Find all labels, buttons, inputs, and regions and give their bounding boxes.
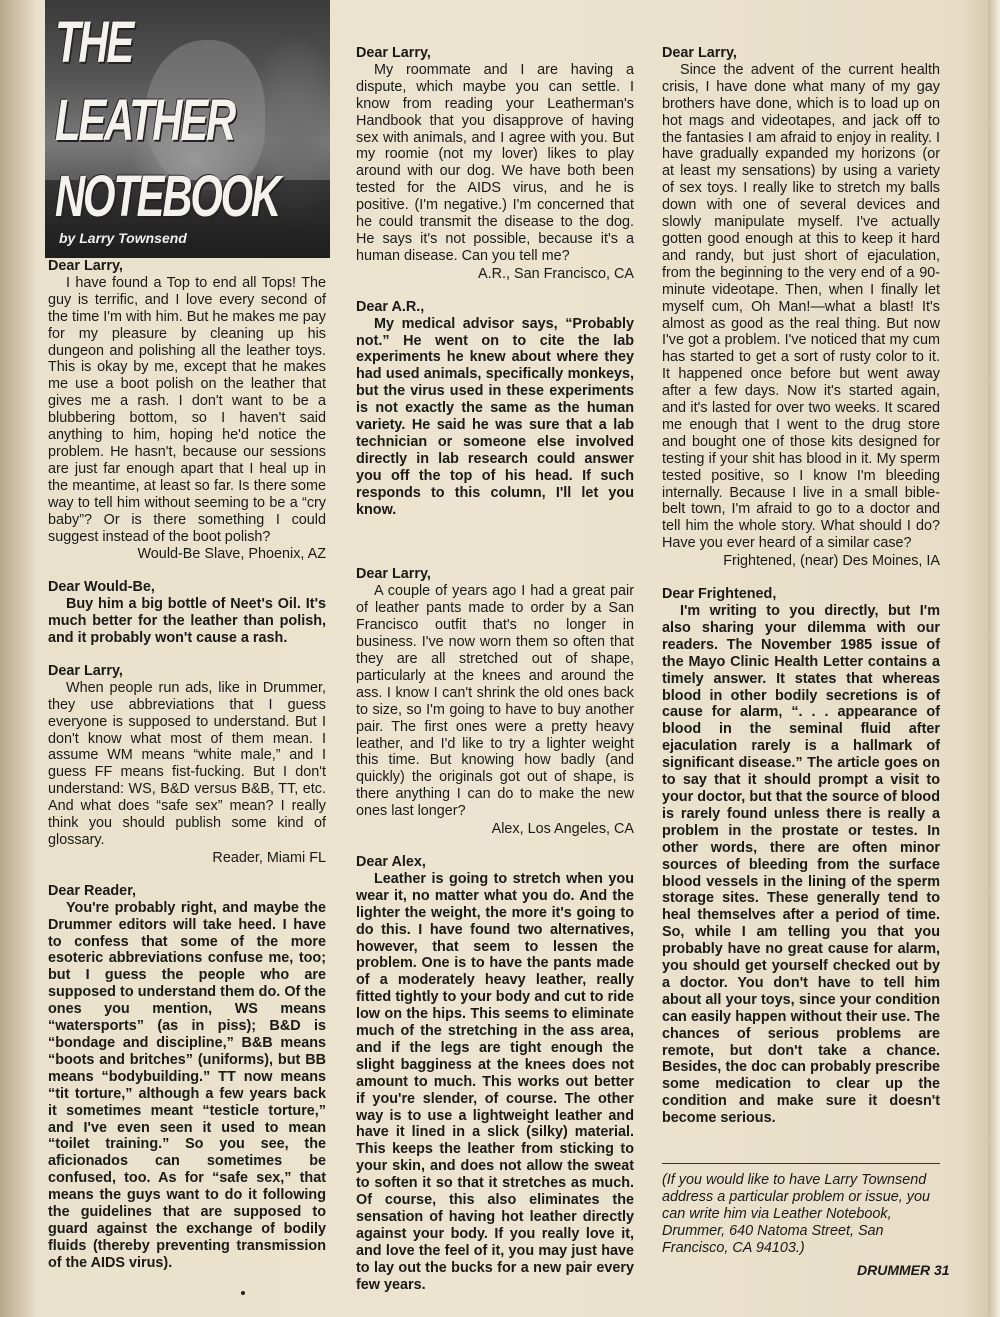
letter-3-text: My roommate and I are having a dispute, which maybe you can settle. I know from reading your Leatherman's Handbook that you disapprove of having sex with animals, and I agree with you. But my roomie (not my lover) likes to play around with our dog. We have both been tested for the AIDS virus, and he is positive. (I'm negative.) I'm concerned that he could transmit the disease to the dog. He says it's not possible, because it's a human disease. Can you tell me? — [356, 61, 634, 264]
letter-1-signature: Would-Be Slave, Phoenix, AZ — [137, 546, 326, 563]
footnote: (If you would like to have Larry Townsend address a particular problem or issue, you can write him via Leather Notebook, Drummer, 640 Natoma Street, San Francisco, CA 94103.) — [662, 1172, 930, 1256]
letter-2-salutation: Dear Larry, — [48, 662, 123, 679]
answer-2-salutation: Dear Reader, — [48, 882, 136, 899]
letter-2-signature: Reader, Miami FL — [212, 849, 326, 866]
letter-5-salutation: Dear Larry, — [662, 45, 737, 61]
answer-5-text: I'm writing to you directly, but I'm also sharing your dilemma with our readers. The November 1985 issue of the Mayo Clinic Health Letter contains a timely answer. It states that whereas blood in other bodily secretions is of cause for alarm, “. . . appearance of blood in the seminal fluid after ejaculation rarely is a hallmark of significant disease.” The article goes on to say that it should prompt a visit to your doctor, but that the source of blood is rarely found unless there is really a problem in the prostate or testes. In other words, there are often minor sources of bleeding from the surface blood vessels in the lining of the sperm storage sites. These generally tend to heal themselves after a period of time. So, while I am telling you that you probably have no great cause for alarm, you should get yourself checked out by a doctor. You don't have to tell him about all your toys, since your condition can easily happen without their use. The chances of serious problems are remote, but don't take a chance. Besides, the doc can probably prescribe some medication to clear up the condition and make sure it doesn't become serious. — [662, 603, 940, 1127]
letter-5-text: Since the advent of the current health crisis, I have done what many of my gay brothers have done, which is to load up on hot mags and videotapes, and jack off to the fantasies I am afraid to enjoy in reality. I have gradually expanded my horizons (or at least my sensations) by using a variety of sex toys. I really like to stretch my balls down with one of several devices and slowly manipulate myself. I've actually gotten good enough at this to keep it hard and randy, but just short of ejaculation, from the beginning to the very end of a 90-minute videotape. Then, when I finally let myself cum, Oh Man!—what a blast! It's almost as good as the real thing. But now I've got a problem. I've noticed that my cum has started to get a sort of rusty color to it. It happened once before but went away after a few days. Now it's started again, and it's lasted for over two weeks. It scared me enough that I went to the drug store and bought one of those kits designed for testing if your shit has blood in it. My sperm tested positive, so I know I'm bleeding internally. Because I live in a small bible-belt town, I'm afraid to go to a doctor and tell him the whole story. What should I do? Have you ever heard of a similar case? — [662, 61, 940, 552]
letter-4-signature: Alex, Los Angeles, CA — [491, 821, 634, 838]
answer-4-salutation: Dear Alex, — [356, 853, 426, 870]
column-3 — [662, 45, 940, 1257]
column-1 — [48, 258, 326, 1272]
page-binding-shadow — [0, 0, 38, 1317]
letter-4-salutation: Dear Larry, — [356, 566, 431, 583]
title-line-1: THE — [55, 10, 133, 75]
letter-5-signature: Frightened, (near) Des Moines, IA — [723, 553, 940, 570]
footnote-divider — [662, 1163, 940, 1164]
title-line-3: NOTEBOOK — [55, 164, 280, 229]
answer-3-salutation: Dear A.R., — [356, 298, 425, 315]
print-speck — [241, 1291, 245, 1295]
byline: by Larry Townsend — [59, 230, 187, 246]
letter-1-salutation: Dear Larry, — [48, 258, 123, 274]
column-2 — [356, 45, 634, 1294]
letter-3-signature: A.R., San Francisco, CA — [478, 265, 634, 282]
answer-3-text: My medical advisor says, “Probably not.” He went on to cite the lab experiments he knew about where they had used animals, specifically monkeys, but the virus used in these experiments is not exactly the same as the human variety. He said he was sure that a lab technician or someone else involved directly in lab research could answer you off the top of his head. If such responds to this column, I'll let you know. — [356, 315, 634, 518]
answer-5-salutation: Dear Frightened, — [662, 586, 777, 603]
answer-1-salutation: Dear Would-Be, — [48, 579, 155, 596]
header-photo — [45, 0, 330, 258]
letter-3-salutation: Dear Larry, — [356, 45, 431, 61]
page-number: DRUMMER 31 — [857, 1262, 950, 1278]
letter-2-text: When people run ads, like in Drummer, they use abbreviations that I guess everyone is supposed to understand. But I don't know what most of them mean. I assume WM means “white male,” and I guess FF means fist-fucking. But I don't understand: WS, B&D versus B&B, TT, etc. And what does “safe sex” mean? I really think you should publish some kind of glossary. — [48, 679, 326, 848]
letter-1-text: I have found a Top to end all Tops! The guy is terrific, and I love every second of the time I'm with him. But he makes me pay for my pleasure by cleaning up his dungeon and polishing all the leather toys. This is okay by me, except that he makes me use a boot polish on the leather that gives me a rash. I don't want to be a blubbering bottom, so I haven't said anything to him, hoping he'd notice the problem. He hasn't, because our sessions are just far enough apart that I heal up in the meantime, at least so far. Is there some way to tell him without seeming to be a “cry baby”? Or is there something I could suggest instead of the boot polish? — [48, 274, 326, 545]
answer-4-text: Leather is going to stretch when you wear it, no matter what you do. And the lighter the weight, the more it's going to do this. I have found two alternatives, however, that seem to lessen the problem. One is to have the pants made of a moderately heavy leather, really fitted tightly to your body and cut to ride low on the hips. This seems to eliminate much of the stretching in the ass area, and if the legs are tight enough the slight bagginess at the knees does not amount to much. This works out better if you're slender, of course. The other way is to use a lightweight leather and have it lined in a slick (silky) material. This keeps the leather from sticking to your skin, and does not allow the sweat to soften it so that it stretches as much. Of course, this also eliminates the sensation of having hot leather directly against your body. If you really love it, and love the feel of it, you may just have to lay out the bucks for a new pair every few years. — [356, 870, 634, 1293]
title-line-2: LEATHER — [55, 88, 234, 153]
answer-2-text: You're probably right, and maybe the Drummer editors will take heed. I have to confess that some of the more esoteric abbreviations confuse me, too; but I guess the people who are supposed to understand them do. Of the ones you mention, WS means “watersports” (as in piss); B&D is “bondage and discipline,” B&B means “boots and britches” (uniforms), but BB means “bodybuilding.” TT now means “tit torture,” although a few years back it sometimes meant “testicle torture,” and I've even seen it used to mean “toilet training.” So you see, the aficionados can sometimes be confused, too. As for “safe sex,” that means the guys want to do it following the guidelines that are supposed to guard against the exchange of bodily fluids (thereby preventing transmission of the AIDS virus). — [48, 899, 326, 1271]
letter-4-text: A couple of years ago I had a great pair of leather pants made to order by a San Francisco outfit that's no longer in business. I've now worn them so often that they are all stretched out of shape, particularly at the knees and around the ass. I know I can't shrink the old ones back to size, so I'm going to have to buy another pair. The first ones were a pretty heavy leather, and I'd like to try a lighter weight this time. But knowing how badly (and quickly) the originals got out of shape, is there anything I can do to make the new ones last longer? — [356, 583, 634, 820]
answer-1-text: Buy him a big bottle of Neet's Oil. It's much better for the leather than polish, and it probably won't cause a rash. — [48, 596, 326, 647]
page-edge — [988, 0, 1000, 1317]
